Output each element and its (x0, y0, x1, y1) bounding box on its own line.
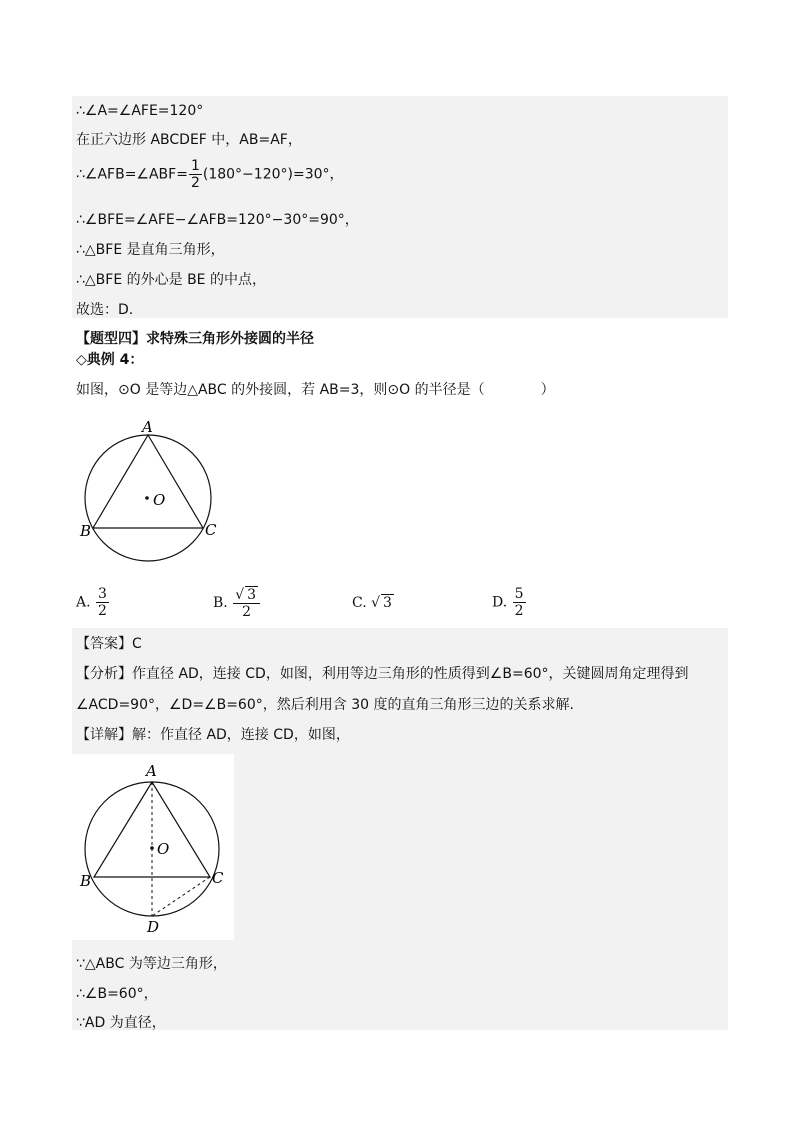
solution-line-1: ∴∠A=∠AFE=120° (76, 103, 204, 119)
label-d-2: D (147, 918, 160, 936)
question-text: 如图，⊙O 是等边△ABC 的外接圆，若 AB=3，则⊙O 的半径是（ ） (76, 382, 555, 398)
center-dot (145, 496, 149, 500)
analysis-line-2: ∠ACD=90°，∠D=∠B=60°，然后利用含 30 度的直角三角形三边的关系求解. (76, 697, 574, 713)
solution-figure (72, 754, 234, 940)
choice-d-denominator: 2 (514, 603, 524, 619)
choice-a-label: A. (76, 594, 91, 611)
choice-d-numerator: 5 (514, 586, 524, 602)
solution-line-4: ∴∠BFE=∠AFE−∠AFB=120°−30°=90°， (76, 212, 359, 228)
step-line-2: ∴∠B=60°， (76, 986, 158, 1002)
step-line-3: ∵AD 为直径， (76, 1015, 166, 1031)
choice-a-denominator: 2 (98, 603, 107, 619)
label-b: B (80, 522, 92, 540)
choice-c-label: C. (352, 595, 367, 611)
example-label: ◇典例 4： (76, 352, 144, 368)
choice-a-numerator: 3 (98, 586, 107, 602)
choice-b-fraction (233, 586, 260, 620)
choice-d-label: D. (492, 594, 508, 611)
solution-line-2: 在正六边形 ABCDEF 中，AB=AF， (76, 132, 302, 148)
choice-a-fraction (96, 586, 109, 619)
choice-b (213, 586, 261, 620)
detail-line: 【详解】解：作直径 AD，连接 CD，如图， (76, 727, 350, 743)
step-line-1: ∵△ABC 为等边三角形， (76, 956, 227, 972)
choice-b-radicand: 3 (247, 587, 257, 603)
choice-b-denominator: 2 (242, 604, 252, 620)
label-c-2: C (212, 869, 224, 887)
choice-d-fraction (513, 586, 526, 619)
solution-line-5: ∴△BFE 是直角三角形， (76, 242, 225, 258)
section-title: 【题型四】求特殊三角形外接圆的半径 (76, 331, 314, 347)
segment-cd (152, 877, 210, 916)
label-b-2: B (80, 872, 92, 890)
equilateral-triangle (93, 435, 203, 528)
choice-c (352, 594, 394, 611)
answer-line: 【答案】C (76, 636, 142, 652)
center-dot-2 (150, 846, 154, 850)
solution-line-3-suffix: (180°−120°)=30°， (202, 166, 344, 183)
solution-line-3 (76, 158, 344, 191)
label-c: C (205, 521, 217, 539)
solution-line-3-prefix: ∴∠AFB=∠ABF= (76, 166, 188, 183)
choice-b-numerator: √ 3 (233, 586, 260, 604)
analysis-line-1: 【分析】作直径 AD，连接 CD，如图，利用等边三角形的性质得到∠B=60°，关键圆周角定理得到 (76, 666, 689, 682)
solution-line-6: ∴△BFE 的外心是 BE 的中点， (76, 272, 266, 288)
solution-line-7: 故选：D. (76, 302, 134, 318)
label-a: A (142, 418, 153, 436)
label-a-2: A (146, 762, 157, 780)
fraction-one-half (189, 158, 202, 191)
label-o-2: O (157, 840, 170, 858)
choice-b-label: B. (213, 595, 228, 611)
label-o: O (153, 491, 166, 509)
choice-a (76, 586, 110, 619)
fraction-numerator: 1 (190, 158, 200, 174)
fraction-denominator: 2 (190, 175, 200, 191)
question-figure (76, 418, 236, 578)
choice-c-root: √ 3 (371, 595, 392, 611)
choice-d (492, 586, 527, 619)
choice-c-radicand: 3 (383, 595, 392, 611)
